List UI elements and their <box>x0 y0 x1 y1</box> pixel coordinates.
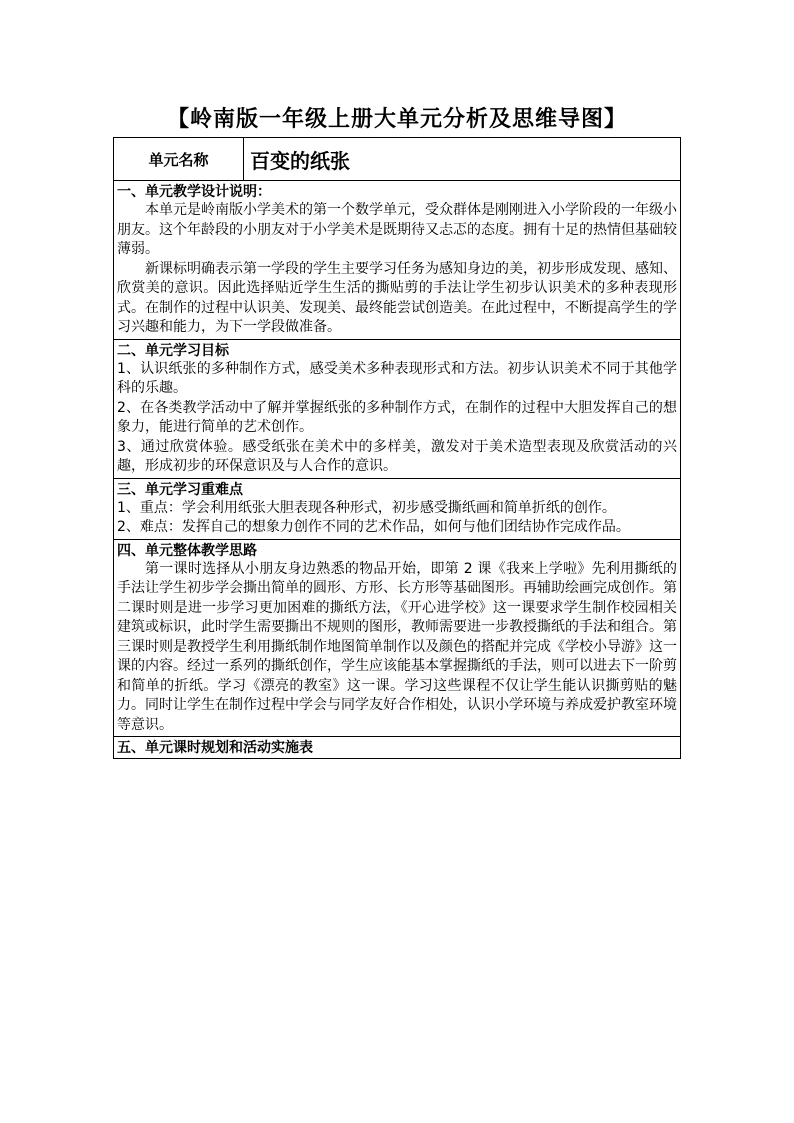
section-plan-cell <box>114 737 681 759</box>
goal-item: 3、通过欣赏体验。感受纸张在美术中的多样美，激发对于美术造型表现及欣赏活动的兴趣，形成初步的环保意识及与人合作的意识。 <box>117 438 677 474</box>
section-approach-row <box>114 539 681 737</box>
keypoint-item: 1、重点：学会利用纸张大胆表现各种形式，初步感受撕纸画和简单折纸的创作。 <box>117 499 616 516</box>
section-approach-heading: 四、单元整体教学思路 <box>117 542 257 559</box>
unit-name-label: 单元名称 <box>114 138 244 181</box>
keypoint-item: 2、难点：发挥自己的想象力创作不同的艺术作品，如何与他们团结协作完成作品。 <box>117 519 630 535</box>
section-goals-heading: 二、单元学习目标 <box>117 342 229 359</box>
design-paragraph: 本单元是岭南版小学美术的第一个数学单元，受众群体是刚刚进入小学阶段的一年级小朋友。这个年龄段的小朋友对于小学美术是既期待又忐忑的态度。拥有十足的热情但基础较薄弱。 <box>117 202 677 257</box>
section-keypoints-heading: 三、单元学习重难点 <box>117 481 243 498</box>
document-title: 【岭南版一年级上册大单元分析及思维导图】 <box>166 107 627 132</box>
section-design-heading: 一、单元教学设计说明： <box>117 184 271 200</box>
design-paragraph: 新课标明确表示第一学段的学生主要学习任务为感知身边的美，初步形成发现、感知、欣赏美的意识。因此选择贴近学生生活的撕贴剪的手法让学生初步认识美术的多种表现形式。在制作的过程中认识美、发现美、最终能尝试创造美。在此过程中，不断提高学生的学习兴趣和能力，为下一学段做准备。 <box>117 260 677 335</box>
section-plan-heading: 五、单元课时规划和活动实施表 <box>117 740 313 756</box>
section-keypoints-cell <box>114 478 681 539</box>
unit-analysis-table <box>113 137 681 759</box>
section-approach-cell <box>114 539 681 737</box>
goal-item: 1、认识纸张的多种制作方式，感受美术多种表现形式和方法。初步认识美术不同于其他学科的乐趣。 <box>117 360 677 396</box>
approach-paragraph: 第一课时选择从小朋友身边熟悉的物品开始，即第 2 课《我来上学啦》先利用撕纸的手法让学生初步学会撕出简单的圆形、方形、长方形等基础图形。再辅助绘画完成创作。第二课时则是进一步学习更加困难的撕纸方法，《开心进学校》这一课要求学生制作校园相关建筑或标识，此时学生需要撕出不规则的图形，教师需要进一步教授撕纸的手法和组合。第三课时则是教授学生利用撕纸制作地图简单制作以及颜色的搭配并完成《学校小导游》这一课的内容。经过一系列的撕纸创作，学生应该能基本掌握撕纸的手法，则可以进去下一阶剪和简单的折纸。学习《漂亮的教室》这一课。学习这些课程不仅让学生能认识撕剪贴的魅力。同时让学生在制作过程中学会与同学友好合作相处，认识小学环境与养成爱护教室环境等意识。 <box>117 560 677 733</box>
section-goals-cell <box>114 339 681 478</box>
section-goals-row <box>114 339 681 478</box>
section-plan-row <box>114 737 681 759</box>
section-design-cell <box>114 181 681 340</box>
section-design-row <box>114 181 681 340</box>
unit-name-row <box>114 138 681 181</box>
goal-item: 2、在各类教学活动中了解并掌握纸张的多种制作方式，在制作的过程中大胆发挥自己的想象力，能进行简单的艺术创作。 <box>117 399 677 435</box>
section-keypoints-row <box>114 478 681 539</box>
unit-name-value: 百变的纸张 <box>244 138 681 181</box>
